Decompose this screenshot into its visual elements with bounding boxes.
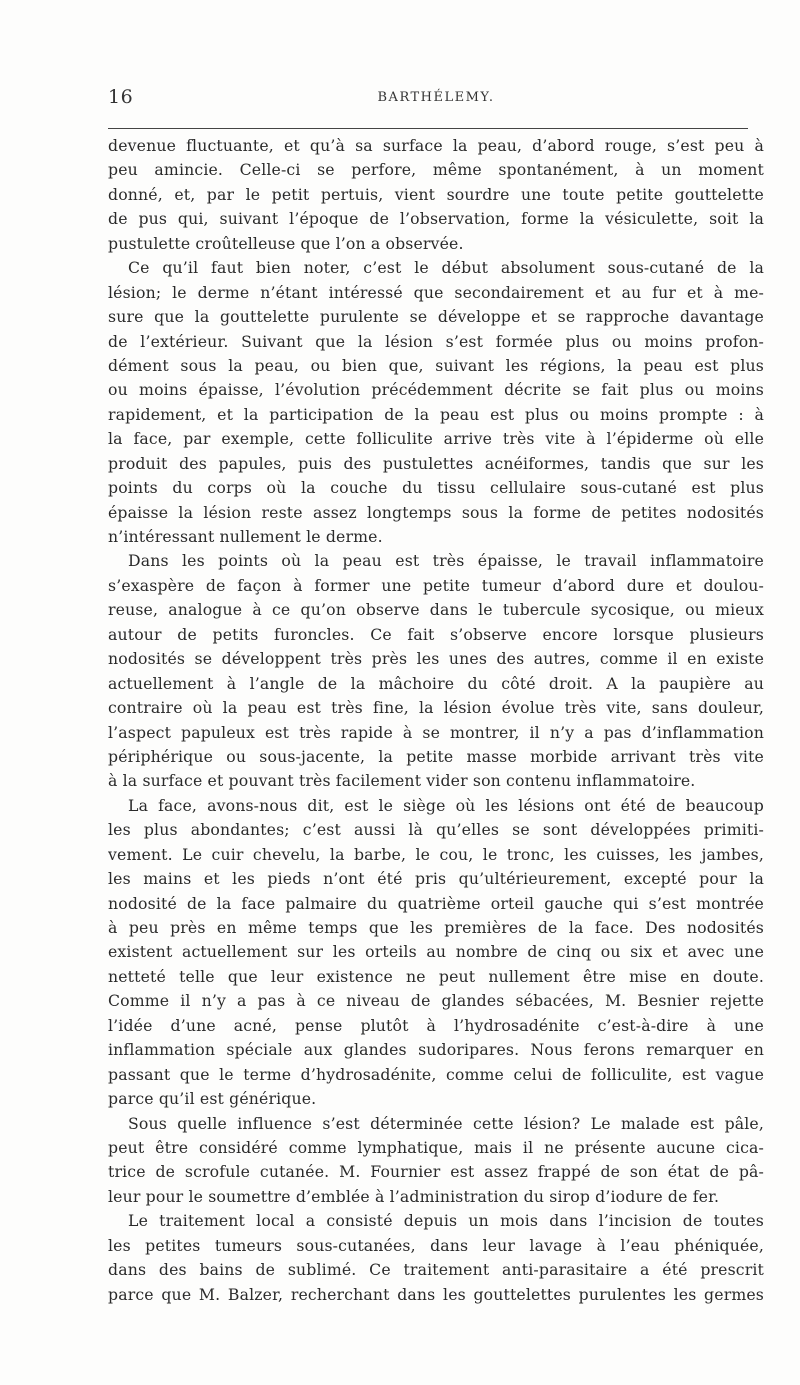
text-line: contraire où la peau est très fine, la lésion évolue très vite, sans douleur, <box>108 698 764 718</box>
paragraph <box>108 134 764 256</box>
text-line: devenue fluctuante, et qu’à sa surface la peau, d’abord rouge, s’est peu à <box>108 136 764 155</box>
text-line: dément sous la peau, ou bien que, suivant les régions, la peau est plus <box>108 355 764 375</box>
text-line: les petites tumeurs sous-cutanées, dans leur lavage à l’eau phéniquée, <box>108 1235 764 1255</box>
text-line: Comme il n’y a pas à ce niveau de glandes sébacées, M. Besnier rejette <box>108 991 764 1011</box>
text-line: pustulette croûtelleuse que l’on a observée. <box>108 233 464 253</box>
text-line: ou moins épaisse, l’évolution précédemment décrite se fait plus ou moins <box>108 380 764 400</box>
text-line: de pus qui, suivant l’époque de l’observation, forme la vésiculette, soit la <box>108 209 764 229</box>
text-line: netteté telle que leur existence ne peut nullement être mise en doute. <box>108 966 764 986</box>
text-line: les plus abondantes; c’est aussi là qu’elles se sont développées primiti- <box>108 820 764 840</box>
text-line: produit des papules, puis des pustulettes acnéiformes, tandis que sur les <box>108 453 764 473</box>
text-line: la face, par exemple, cette folliculite arrive très vite à l’épiderme où elle <box>108 429 764 449</box>
text-line: Sous quelle influence s’est déterminée cette lésion? Le malade est pâle, <box>128 1113 764 1133</box>
running-head: BARTHÉLEMY. <box>377 90 495 105</box>
text-line: de l’extérieur. Suivant que la lésion s’est formée plus ou moins profon- <box>108 331 764 351</box>
text-line: Le traitement local a consisté depuis un mois dans l’incision de toutes <box>128 1211 764 1231</box>
paragraph <box>108 549 764 793</box>
paragraph <box>108 1112 764 1210</box>
text-line: les mains et les pieds n’ont été pris qu’ultérieurement, excepté pour la <box>108 869 764 889</box>
text-line: lésion; le derme n’étant intéressé que secondairement et au fur et à me- <box>108 282 764 302</box>
paragraph <box>108 794 764 1112</box>
text-line: donné, et, par le petit pertuis, vient sourdre une toute petite gouttelette <box>108 184 764 204</box>
text-line: inflammation spéciale aux glandes sudoripares. Nous ferons remarquer en <box>108 1040 764 1060</box>
text-line: sure que la gouttelette purulente se développe et se rapproche davantage <box>108 307 764 327</box>
text-line: épaisse la lésion reste assez longtemps sous la forme de petites nodosités <box>108 502 764 522</box>
text-line: rapidement, et la participation de la peau est plus ou moins prompte : à <box>108 404 764 424</box>
text-line: existent actuellement sur les orteils au nombre de cinq ou six et avec une <box>108 942 764 962</box>
text-line: n’intéressant nullement le derme. <box>108 527 383 546</box>
text-line: autour de petits furoncles. Ce fait s’observe encore lorsque plusieurs <box>108 624 764 644</box>
text-line: parce qu’il est générique. <box>108 1089 317 1109</box>
text-line: La face, avons-nous dit, est le siège où les lésions ont été de beaucoup <box>128 795 764 815</box>
text-line: actuellement à l’angle de la mâchoire du côté droit. A la paupière au <box>108 673 764 693</box>
text-line: s’exaspère de façon à former une petite tumeur d’abord dure et doulou- <box>108 575 764 595</box>
text-line: peut être considéré comme lymphatique, mais il ne présente aucune cica- <box>108 1137 764 1157</box>
body-text <box>108 134 764 1307</box>
text-line: peu amincie. Celle-ci se perfore, même spontanément, à un moment <box>108 160 764 180</box>
page-header <box>108 86 764 110</box>
text-line: leur pour le soumettre d’emblée à l’administration du sirop d’iodure de fer. <box>108 1186 720 1206</box>
text-line: l’aspect papuleux est très rapide à se montrer, il n’y a pas d’inflammation <box>108 722 764 742</box>
text-line: points du corps où la couche du tissu cellulaire sous-cutané est plus <box>108 478 764 498</box>
text-line: périphérique ou sous-jacente, la petite masse morbide arrivant très vite <box>108 746 764 766</box>
text-line: nodosités se développent très près les unes des autres, comme il en existe <box>108 649 764 669</box>
page-number: 16 <box>108 86 134 108</box>
paragraph <box>108 256 764 549</box>
text-line: reuse, analogue à ce qu’on observe dans le tubercule sycosique, ou mieux <box>108 600 764 620</box>
text-line: trice de scrofule cutanée. M. Fournier est assez frappé de son état de pâ- <box>108 1162 764 1182</box>
text-line: à peu près en même temps que les premières de la face. Des nodosités <box>108 918 764 937</box>
text-line: Ce qu’il faut bien noter, c’est le début absolument sous-cutané de la <box>128 258 764 278</box>
text-line: Dans les points où la peau est très épaisse, le travail inflammatoire <box>128 551 764 571</box>
text-line: l’idée d’une acné, pense plutôt à l’hydrosadénite c’est-à-dire à une <box>108 1015 764 1035</box>
text-line: dans des bains de sublimé. Ce traitement anti-parasitaire a été prescrit <box>108 1260 764 1280</box>
text-line: passant que le terme d’hydrosadénite, comme celui de folliculite, est vague <box>108 1064 764 1084</box>
header-rule <box>108 128 748 129</box>
text-line: nodosité de la face palmaire du quatrième orteil gauche qui s’est montrée <box>108 893 764 913</box>
text-line: parce que M. Balzer, recherchant dans les gouttelettes purulentes les germes <box>108 1284 764 1304</box>
text-line: à la surface et pouvant très facilement vider son contenu inflammatoire. <box>108 771 696 791</box>
paragraph <box>108 1209 764 1307</box>
text-line: vement. Le cuir chevelu, la barbe, le cou, le tronc, les cuisses, les jambes, <box>108 844 764 864</box>
